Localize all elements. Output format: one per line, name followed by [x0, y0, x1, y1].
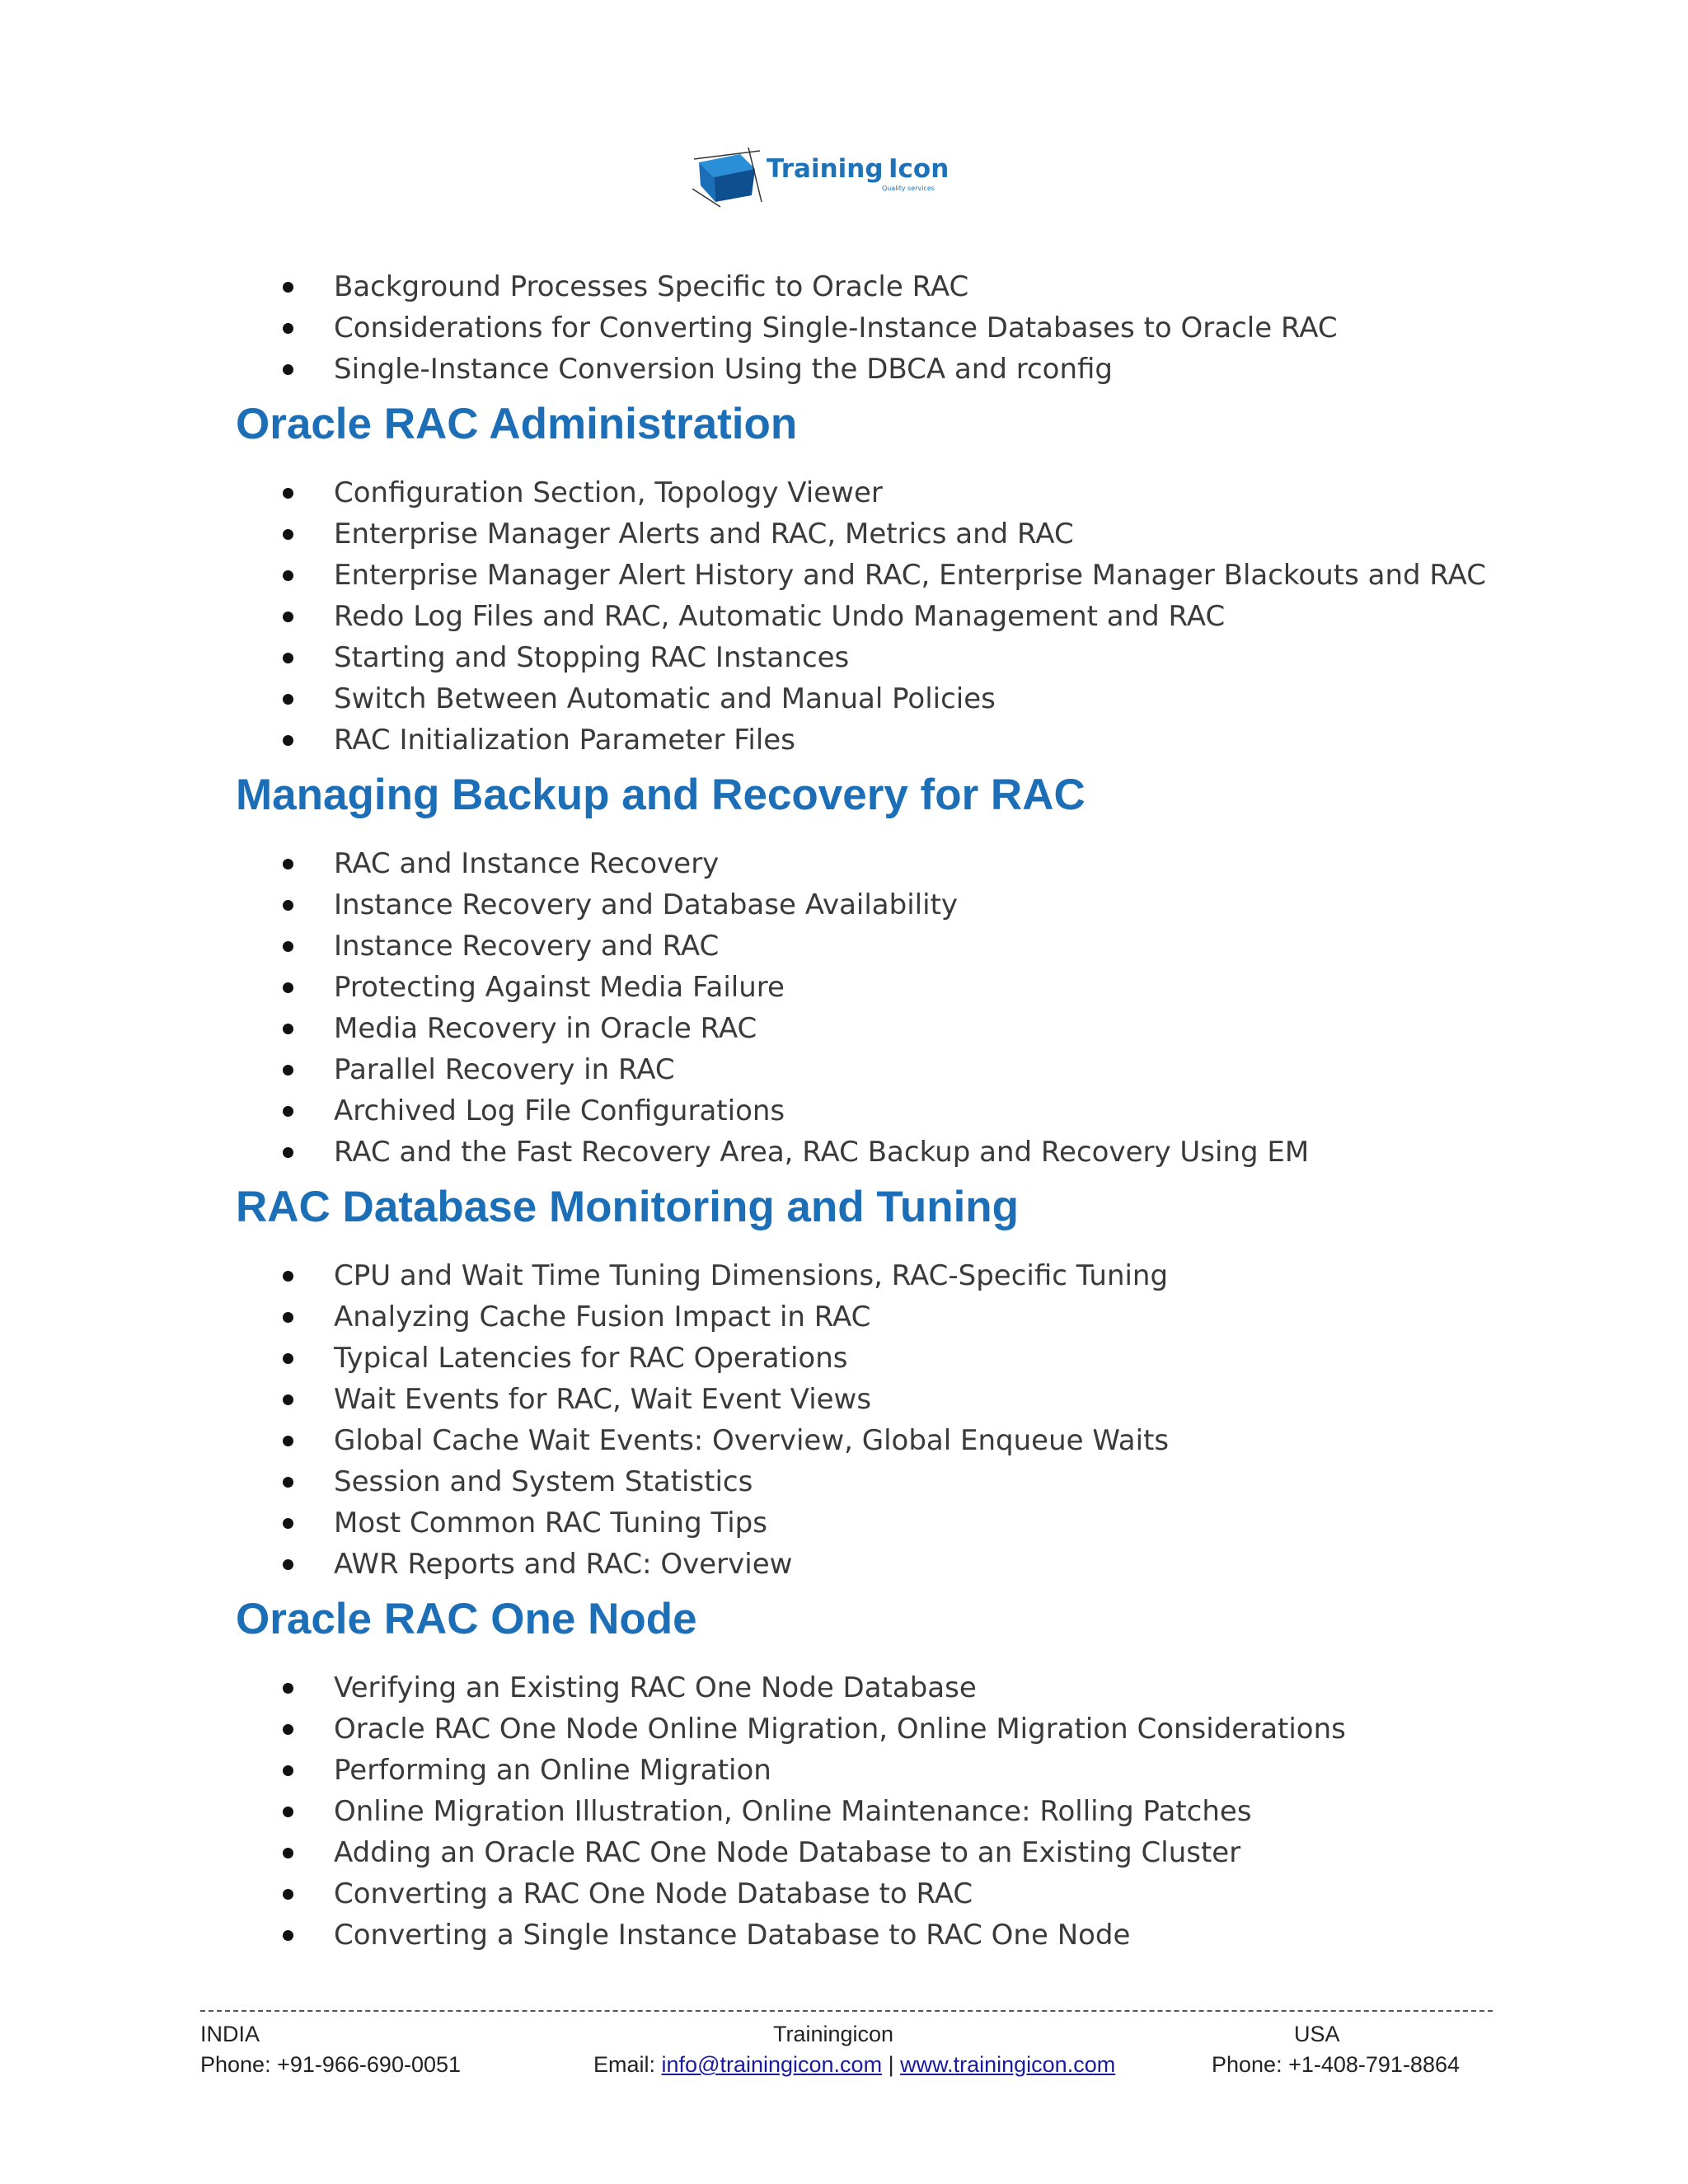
list-item: Enterprise Manager Alert History and RAC, Enterprise Manager Blackouts and RAC — [334, 555, 1486, 596]
list-item: Global Cache Wait Events: Overview, Global Enqueue Waits — [334, 1420, 1169, 1461]
list-item: Oracle RAC One Node Online Migration, Online Migration Considerations — [334, 1708, 1346, 1750]
section-heading-monitoring-tuning: RAC Database Monitoring and Tuning — [236, 1183, 1020, 1231]
list-item: Wait Events for RAC, Wait Event Views — [334, 1379, 871, 1420]
list-item: Switch Between Automatic and Manual Policies — [334, 678, 996, 719]
logo-brand-word: Training — [767, 154, 884, 184]
footer-usa-label: USA — [1294, 2022, 1340, 2046]
list-item: Parallel Recovery in RAC — [334, 1049, 675, 1090]
bullet-icon — [283, 1065, 293, 1076]
bullet-icon — [283, 735, 293, 746]
logo-tagline: Quality services — [882, 185, 935, 192]
bullet-icon — [283, 1765, 293, 1776]
section-heading-rac-one-node: Oracle RAC One Node — [236, 1595, 697, 1643]
list-item: Analyzing Cache Fusion Impact in RAC — [334, 1296, 870, 1338]
bullet-icon — [283, 1848, 293, 1858]
list-item: Session and System Statistics — [334, 1461, 753, 1502]
cube-logo-icon — [692, 148, 762, 207]
bullet-icon — [283, 653, 293, 663]
bullet-icon — [283, 694, 293, 705]
bullet-icon — [283, 1559, 293, 1570]
footer-usa-phone: Phone: +1-408-791-8864 — [1212, 2052, 1460, 2077]
bullet-icon — [283, 859, 293, 869]
footer-separator: | — [882, 2052, 901, 2077]
list-item: Instance Recovery and Database Availability — [334, 884, 958, 926]
bullet-icon — [283, 1807, 293, 1817]
bullet-icon — [283, 982, 293, 993]
footer-website-link[interactable]: www.trainingicon.com — [900, 2052, 1116, 2077]
bullet-icon — [283, 1147, 293, 1158]
bullet-icon — [283, 529, 293, 540]
list-item: Protecting Against Media Failure — [334, 967, 785, 1008]
footer-email-link[interactable]: info@trainingicon.com — [661, 2052, 883, 2077]
footer-contact-line — [593, 2050, 1115, 2079]
list-item: RAC Initialization Parameter Files — [334, 719, 795, 761]
list-item: Starting and Stopping RAC Instances — [334, 637, 849, 678]
bullet-icon — [283, 612, 293, 622]
list-item: Considerations for Converting Single-Instance Databases to Oracle RAC — [334, 307, 1338, 349]
list-item: Media Recovery in Oracle RAC — [334, 1008, 757, 1049]
list-item: Most Common RAC Tuning Tips — [334, 1502, 767, 1544]
bullet-icon — [283, 1353, 293, 1364]
footer-india-label: INDIA — [200, 2022, 260, 2046]
bullet-icon — [283, 1889, 293, 1900]
bullet-icon — [283, 1312, 293, 1323]
footer-india-phone: Phone: +91-966-690-0051 — [200, 2052, 462, 2077]
list-item: RAC and the Fast Recovery Area, RAC Backup and Recovery Using EM — [334, 1132, 1309, 1173]
bullet-icon — [283, 1683, 293, 1694]
list-item: RAC and Instance Recovery — [334, 843, 719, 884]
list-item: Redo Log Files and RAC, Automatic Undo Management and RAC — [334, 596, 1225, 637]
footer-divider — [200, 2010, 1493, 2012]
bullet-icon — [283, 1024, 293, 1034]
bullet-icon — [283, 488, 293, 499]
logo-brand-word-2: Icon — [889, 154, 950, 184]
bullet-icon — [283, 941, 293, 952]
bullet-icon — [283, 323, 293, 334]
list-item: Online Migration Illustration, Online Maintenance: Rolling Patches — [334, 1791, 1252, 1832]
bullet-icon — [283, 900, 293, 911]
section-heading-rac-administration: Oracle RAC Administration — [236, 400, 798, 448]
footer-company-label: Trainingicon — [773, 2022, 894, 2046]
list-item: AWR Reports and RAC: Overview — [334, 1544, 792, 1585]
bullet-icon — [283, 364, 293, 375]
bullet-icon — [283, 282, 293, 293]
list-item: Verifying an Existing RAC One Node Database — [334, 1667, 977, 1708]
bullet-icon — [283, 1518, 293, 1529]
list-item: Adding an Oracle RAC One Node Database to an Existing Cluster — [334, 1832, 1240, 1873]
list-item: Instance Recovery and RAC — [334, 926, 719, 967]
bullet-icon — [283, 1106, 293, 1117]
bullet-icon — [283, 1477, 293, 1488]
list-item: Enterprise Manager Alerts and RAC, Metrics and RAC — [334, 513, 1074, 555]
training-icon-logo — [691, 144, 971, 210]
bullet-icon — [283, 1724, 293, 1735]
bullet-icon — [283, 1436, 293, 1446]
list-item: Converting a RAC One Node Database to RAC — [334, 1873, 973, 1915]
bullet-icon — [283, 1930, 293, 1941]
list-item: Background Processes Specific to Oracle RAC — [334, 266, 968, 307]
footer-email-prefix: Email: — [593, 2052, 662, 2077]
bullet-icon — [283, 1271, 293, 1282]
list-item: Converting a Single Instance Database to RAC One Node — [334, 1915, 1130, 1956]
list-item: Typical Latencies for RAC Operations — [334, 1338, 848, 1379]
list-item: CPU and Wait Time Tuning Dimensions, RAC-Specific Tuning — [334, 1255, 1168, 1296]
list-item: Single-Instance Conversion Using the DBCA and rconfig — [334, 349, 1113, 390]
section-heading-backup-recovery: Managing Backup and Recovery for RAC — [236, 771, 1085, 819]
list-item: Configuration Section, Topology Viewer — [334, 472, 883, 513]
list-item: Archived Log File Configurations — [334, 1090, 785, 1132]
bullet-icon — [283, 1394, 293, 1405]
bullet-icon — [283, 570, 293, 581]
list-item: Performing an Online Migration — [334, 1750, 771, 1791]
